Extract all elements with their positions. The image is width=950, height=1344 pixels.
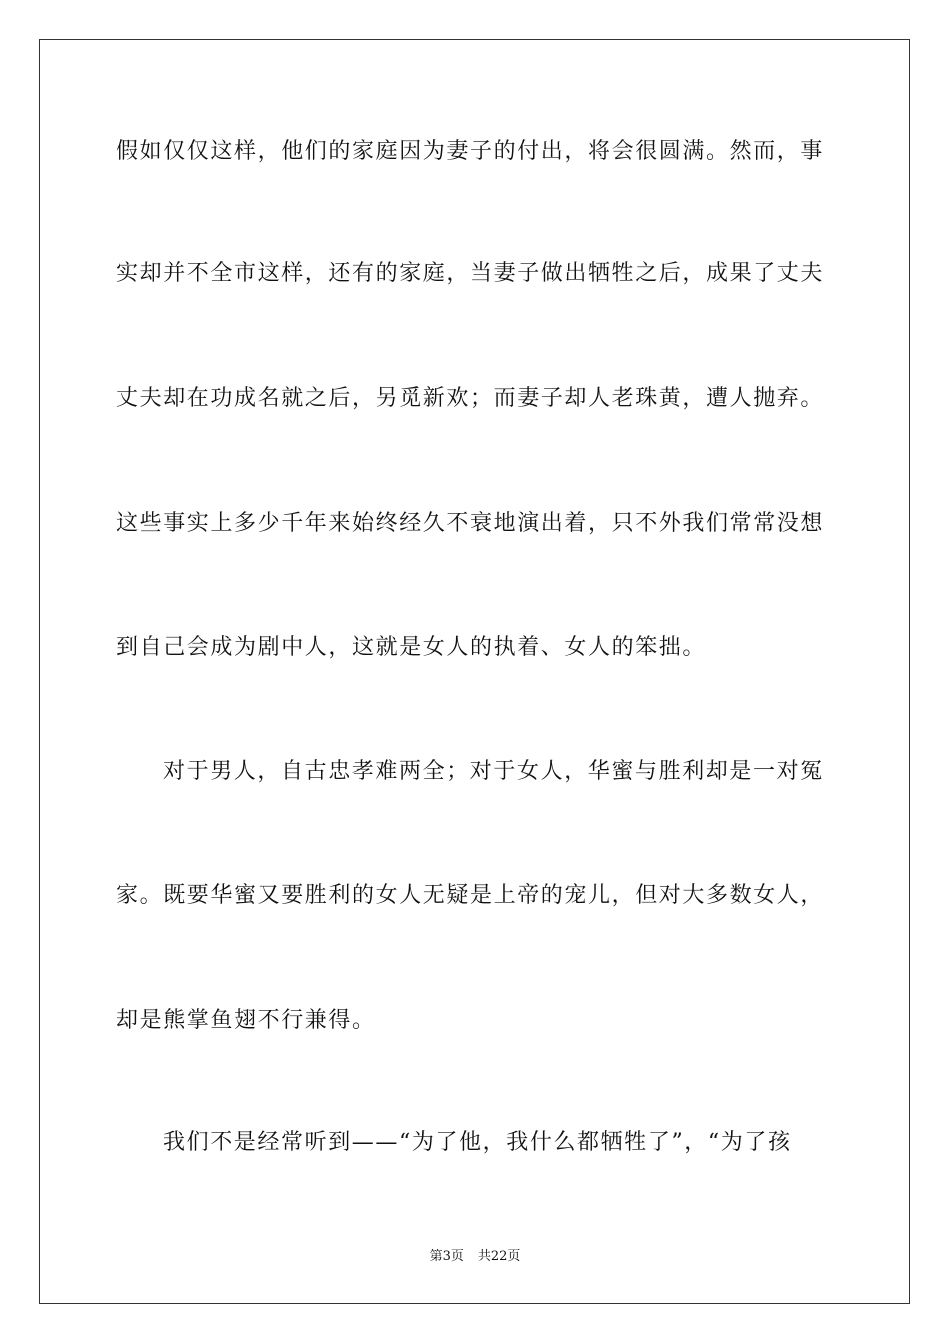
paragraph-first-line: 对于男人，自古忠孝难两全；对于女人，华蜜与胜利却是一对冤: [163, 759, 824, 784]
page-total: 共22页: [477, 1249, 521, 1264]
text-line: 丈夫却在功成名就之后，另觅新欢；而妻子却人老珠黄，遭人抛弃。: [116, 386, 825, 411]
page-footer: [0, 1245, 950, 1264]
text-line: 到自己会成为剧中人，这就是女人的执着、女人的笨拙。: [116, 635, 707, 660]
paragraph-first-line: 我们不是经常听到——“为了他，我什么都牺牲了”，“为了孩: [163, 1130, 792, 1155]
text-line: 实却并不全市这样，还有的家庭，当妻子做出牺牲之后，成果了丈夫: [116, 261, 825, 286]
text-line: 假如仅仅这样，他们的家庭因为妻子的付出，将会很圆满。然而，事: [116, 139, 825, 164]
page-frame: [39, 39, 910, 1304]
page-number: 第3页: [429, 1249, 464, 1264]
text-line: 家。既要华蜜又要胜利的女人无疑是上帝的宠儿，但对大多数女人，: [116, 883, 825, 908]
text-line: 这些事实上多少千年来始终经久不衰地演出着，只不外我们常常没想: [116, 511, 825, 536]
text-line: 却是熊掌鱼翅不行兼得。: [116, 1008, 376, 1033]
